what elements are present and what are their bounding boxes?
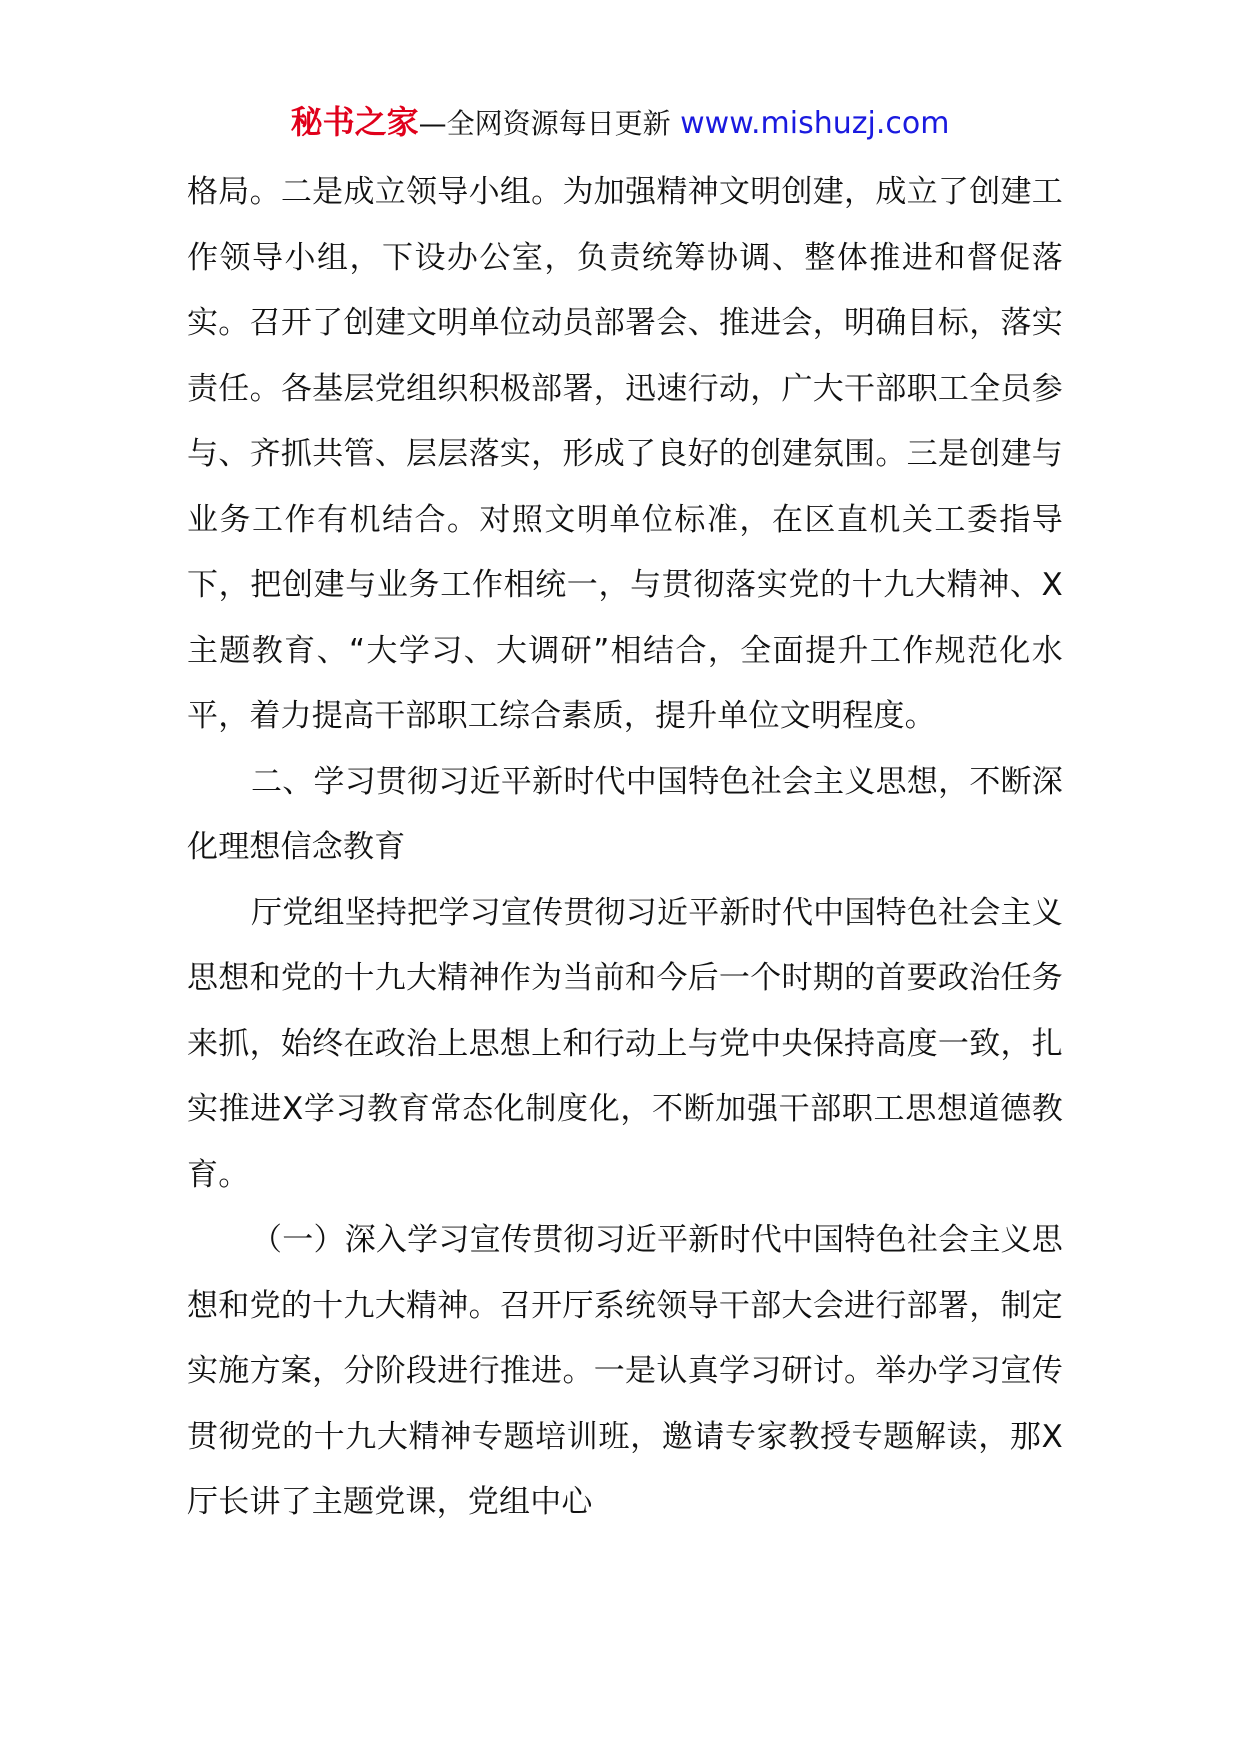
website-link[interactable]: www.mishuzj.com [680, 106, 950, 141]
brand-tagline: —全网资源每日更新 [418, 107, 671, 140]
document-body [187, 160, 1063, 1536]
brand-name: 秘书之家 [290, 103, 419, 141]
page-header [0, 100, 1240, 146]
paragraph-continuation: 格局。二是成立领导小组。为加强精神文明创建，成立了创建工作领导小组，下设办公室，负责统筹协调、整体推进和督促落实。召开了创建文明单位动员部署会、推进会，明确目标，落实责任。各基层党组织积极部署，迅速行动，广大干部职工全员参与、齐抓共管、层层落实，形成了良好的创建氛围。三是创建与业务工作有机结合。对照文明单位标准，在区直机关工委指导下，把创建与业务工作相统一，与贯彻落实党的十九大精神、X主题教育、“大学习、大调研”相结合，全面提升工作规范化水平，着力提高干部职工综合素质，提升单位文明程度。 [187, 174, 1063, 734]
section-heading: 二、学习贯彻习近平新时代中国特色社会主义思想，不断深化理想信念教育 [187, 763, 1063, 865]
paragraph-intro: 厅党组坚持把学习宣传贯彻习近平新时代中国特色社会主义思想和党的十九大精神作为当前和今后一个时期的首要政治任务来抓，始终在政治上思想上和行动上与党中央保持高度一致，扎实推进X学习教育常态化制度化，不断加强干部职工思想道德教育。 [187, 894, 1063, 1193]
paragraph-subsection-1: （一）深入学习宣传贯彻习近平新时代中国特色社会主义思想和党的十九大精神。召开厅系统领导干部大会进行部署，制定实施方案，分阶段进行推进。一是认真学习研讨。举办学习宣传贯彻党的十九大精神专题培训班，邀请专家教授专题解读，那X厅长讲了主题党课，党组中心 [187, 1222, 1063, 1520]
